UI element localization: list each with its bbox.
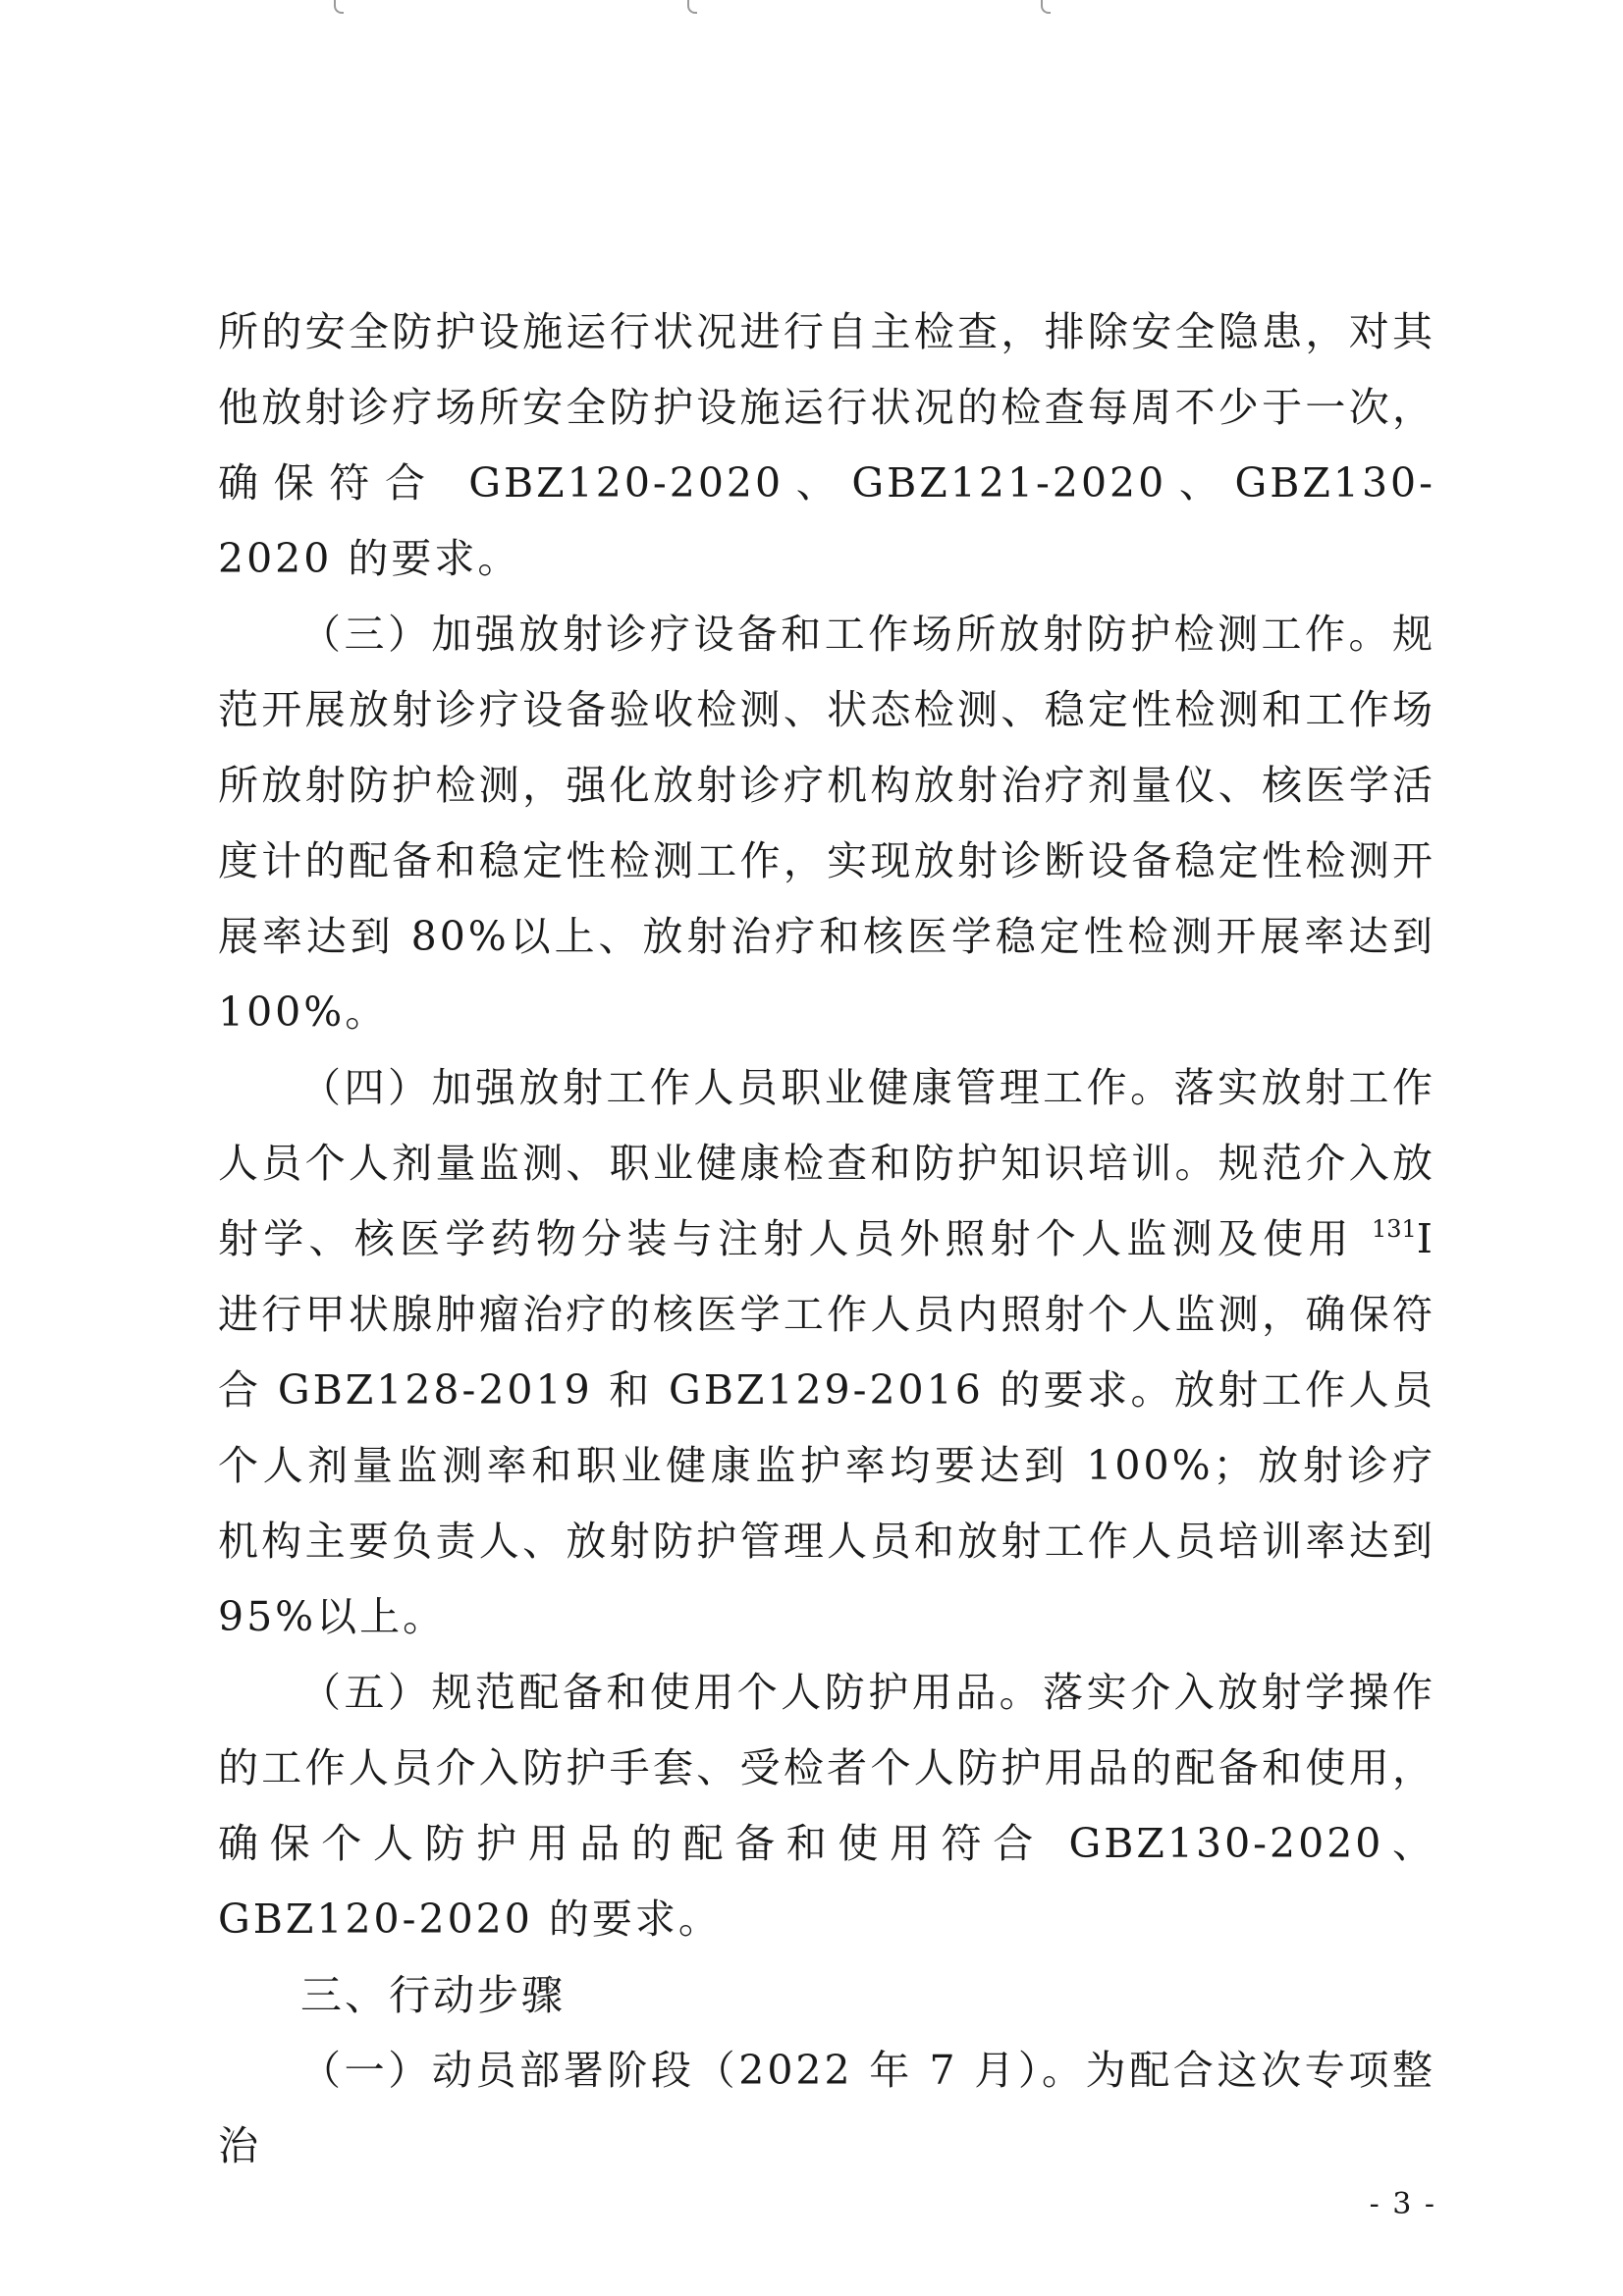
- isotope-mass-number: 131: [1371, 1215, 1417, 1243]
- scan-edge-marks: [0, 0, 1623, 14]
- paragraph-item-5: （五）规范配备和使用个人防护用品。落实介入放射学操作的工作人员介入防护手套、受检者个人防护用品的配备和使用，确保个人防护用品的配备和使用符合 GBZ130-2020、GBZ120-2020 的要求。: [218, 1669, 1435, 1943]
- paragraph-item-4-text-b: 进行甲状腺肿瘤治疗的核医学工作人员内照射个人监测，确保符合 GBZ128-2019 和 GBZ129-2016 的要求。放射工作人员个人剂量监测率和职业健康监护率均要达到 100%；放射诊疗机构主要负责人、放射防护管理人员和放射工作人员培训率达到 95%以上。: [218, 1291, 1435, 1640]
- paragraph-item-4: [218, 1050, 1435, 1655]
- paragraph-item-3: （三）加强放射诊疗设备和工作场所放射防护检测工作。规范开展放射诊疗设备验收检测、状态检测、稳定性检测和工作场所放射防护检测，强化放射诊疗机构放射治疗剂量仪、核医学活度计的配备和稳定性检测工作，实现放射诊断设备稳定性检测开展率达到 80%以上、放射治疗和核医学稳定性检测开展率达到 100%。: [218, 611, 1435, 1036]
- page-number: - 3 -: [1369, 2187, 1436, 2221]
- document-body: [218, 294, 1435, 2184]
- paragraph-item-4-text-a: （四）加强放射工作人员职业健康管理工作。落实放射工作人员个人剂量监测、职业健康检查和防护知识培训。规范介入放射学、核医学药物分装与注射人员外照射个人监测及使用: [218, 1064, 1435, 1262]
- section-heading: 三、行动步骤: [300, 1971, 567, 2019]
- paragraph-continuation: 所的安全防护设施运行状况进行自主检查，排除安全隐患，对其他放射诊疗场所安全防护设施运行状况的检查每周不少于一次，确保符合 GBZ120-2020、GBZ121-2020、GBZ130-2020 的要求。: [218, 308, 1435, 582]
- isotope-symbol: I: [1416, 1215, 1435, 1262]
- paragraph-step-1: （一）动员部署阶段（2022 年 7 月）。为配合这次专项整治: [218, 2047, 1435, 2169]
